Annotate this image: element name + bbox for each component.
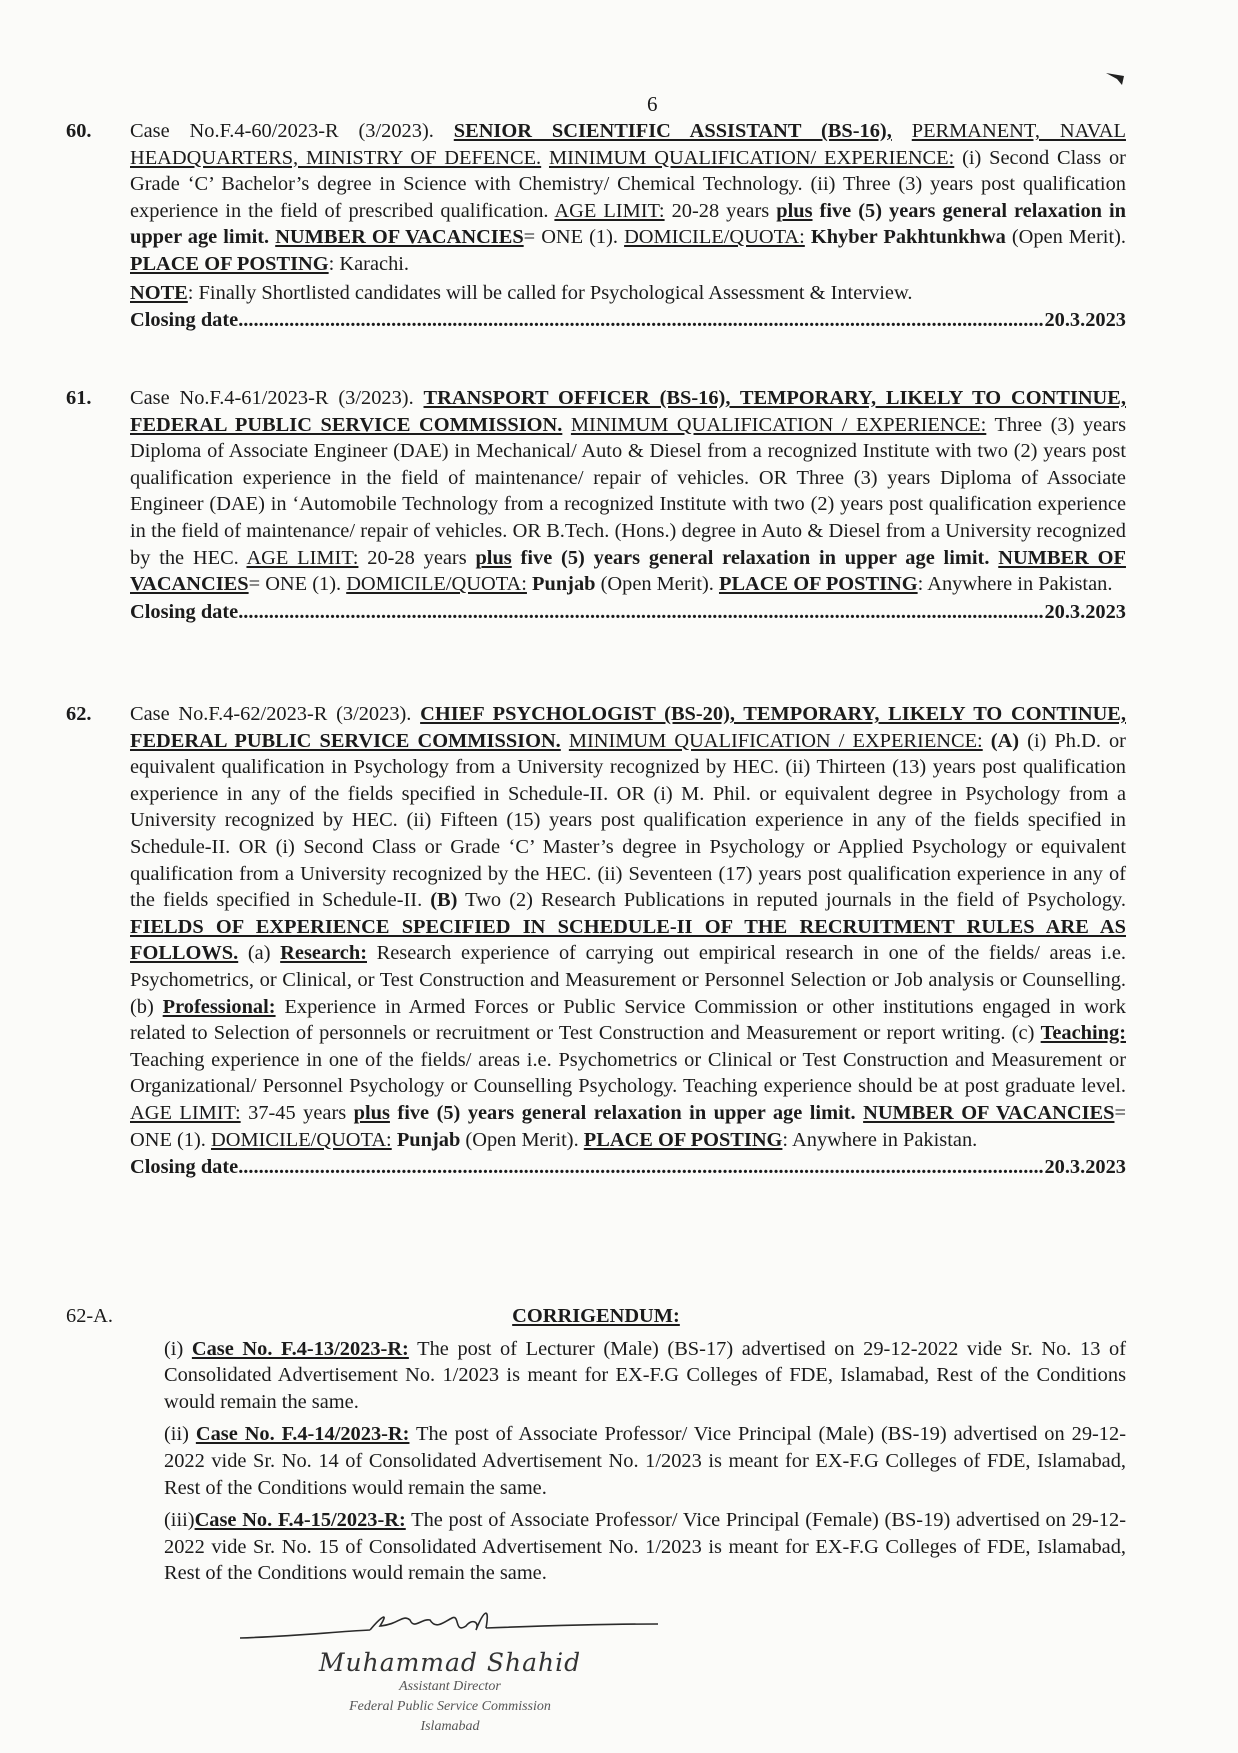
entry-prefix: (i)	[164, 1337, 184, 1360]
domicile-value: Punjab	[532, 573, 596, 596]
teaching-text: Teaching experience in one of the fields/ areas i.e. Psychometrics or Clinical or Test Construction and Measurement or Organizational/ Personnel Psychology or Counselling Psychology. Teaching experience should be at post graduate level.	[130, 1048, 1126, 1098]
closing-date-value: 20.3.2023	[1044, 1156, 1126, 1179]
entry-case: Case No. F.4-15/2023-R:	[194, 1509, 406, 1532]
qualification-text: (i) Second Class or Grade ‘C’ Bachelor’s degree in Science with Chemistry/ Chemical Technology. (ii) Three (3) years post qualification experience in the field of prescribed qualification.	[130, 146, 1126, 222]
closing-date-value: 20.3.2023	[1044, 309, 1126, 332]
vacancies-label: NUMBER OF VACANCIES	[130, 546, 1126, 596]
closing-date-line	[130, 599, 1126, 626]
entry-text: The post of Lecturer (Male) (BS-17) advertised on 29-12-2022 vide Sr. No. 13 of Consolidated Advertisement No. 1/2023 is meant for EX-F.G Colleges of FDE, Islamabad, Rest of the Conditions would remain the same.	[164, 1337, 1127, 1413]
domicile-label: DOMICILE/QUOTA:	[346, 573, 527, 596]
age-limit-text: 20-28 years	[671, 199, 770, 222]
research-label: Research:	[280, 942, 367, 965]
plus-word: plus	[475, 546, 512, 569]
corrigendum-entry	[164, 1336, 1126, 1416]
entry-case: Case No. F.4-13/2023-R:	[191, 1337, 409, 1360]
professional-prefix: (b)	[130, 995, 154, 1018]
closing-date-value: 20.3.2023	[1044, 600, 1126, 623]
note-text: : Finally Shortlisted candidates will be called for Psychological Assessment & Interview.	[187, 281, 913, 304]
plus-word: plus	[776, 199, 813, 222]
qualification-label: MINIMUM QUALIFICATION / EXPERIENCE:	[570, 413, 987, 436]
posting-label: PLACE OF POSTING	[130, 252, 329, 275]
teaching-prefix: (c)	[1011, 1022, 1035, 1045]
entry-text: The post of Associate Professor/ Vice Principal (Male) (BS-19) advertised on 29-12-2022 vide Sr. No. 14 of Consolidated Advertisement No. 1/2023 is meant for EX-F.G Colleges of FDE, Islamabad, Rest of the Conditions would remain the same.	[164, 1423, 1126, 1499]
posting-text: : Karachi.	[328, 252, 410, 275]
professional-text: Experience in Armed Forces or Public Service Commission or other institutions engaged in work related to Selection of personnels or recruitment or Test Construction and Measurement or report writing.	[130, 995, 1126, 1045]
ink-mark	[1104, 70, 1126, 86]
case-number: Case No.F.4-62/2023-R (3/2023).	[130, 703, 412, 725]
note-label: NOTE	[130, 281, 188, 304]
case-number: Case No.F.4-61/2023-R (3/2023).	[130, 387, 414, 409]
closing-date-line	[130, 1154, 1126, 1181]
corrigendum-number: 62-A.	[66, 1305, 114, 1327]
leader-dots	[238, 599, 1044, 626]
posting-text: : Anywhere in Pakistan.	[782, 1128, 978, 1151]
teaching-label: Teaching:	[1040, 1022, 1126, 1045]
corrigendum-title: CORRIGENDUM:	[512, 1305, 680, 1327]
post-title: CHIEF PSYCHOLOGIST (BS-20), TEMPORARY, LIKELY TO CONTINUE, FEDERAL PUBLIC SERVICE COMMISSION.	[130, 703, 1126, 752]
closing-date-line	[130, 307, 1126, 334]
signatory-office: Federal Public Service Commission	[349, 1699, 551, 1714]
advert-item-62	[66, 701, 1126, 1181]
domicile-value: Punjab	[396, 1128, 461, 1151]
age-limit-label: AGE LIMIT:	[246, 546, 359, 569]
post-title: TRANSPORT OFFICER (BS-16), TEMPORARY, LIKELY TO CONTINUE, FEDERAL PUBLIC SERVICE COMMISSION.	[130, 387, 1126, 436]
item-number: 60.	[66, 120, 92, 142]
research-text: Research experience of carrying out empirical research in one of the fields/ areas i.e. Psychometrics, or Clinical, or Test Construction and Measurement or Personnel Selection or Job analysis or Counselling.	[130, 942, 1126, 991]
advert-item-60	[66, 118, 1126, 334]
posting-label: PLACE OF POSTING	[583, 1128, 783, 1151]
qualification-label: MINIMUM QUALIFICATION / EXPERIENCE:	[568, 729, 983, 752]
domicile-rest: (Open Merit).	[465, 1128, 579, 1151]
domicile-rest: (Open Merit).	[600, 573, 714, 596]
vacancies-text: = ONE (1).	[248, 573, 342, 596]
professional-label: Professional:	[162, 995, 276, 1018]
leader-dots	[238, 1154, 1044, 1181]
corrigendum-entry	[164, 1507, 1126, 1587]
publications-text: Two (2) Research Publications in reputed journals in the field of Psychology.	[465, 889, 1126, 912]
vacancies-label: NUMBER OF VACANCIES	[275, 226, 524, 249]
research-prefix: (a)	[247, 942, 271, 965]
qualification-text: (i) Ph.D. or equivalent qualification in Psychology from a University recognized by HEC. (ii) Thirteen (13) years post qualification experience in any of the fields specified in Schedule-II. OR (i) M. Phil. or equivalent degree in Psychology from a University recognized by HEC. (ii) Fifteen (15) years post qualification experience in any of the fields specified in Schedule-II. OR (i) Second Class or Grade ‘C’ Master’s degree in Psychology or Applied Psychology or equivalent qualification from a University recognized by the HEC. (ii) Seventeen (17) years post qualification experience in any of the fields specified in Schedule-II.	[130, 729, 1126, 912]
handwritten-signature	[240, 1600, 660, 1650]
relaxation-text: five (5) years general relaxation in upper age limit.	[520, 546, 990, 569]
post-title: SENIOR SCIENTIFIC ASSISTANT (BS-16),	[453, 120, 892, 142]
qualification-text: Three (3) years Diploma of Associate Engineer (DAE) in Mechanical/ Auto & Diesel from a recognized Institute with two (2) years post qualification experience in the field of maintenance/ repair of vehicles. OR Three (3) years Diploma of Associate Engineer (DAE) in ‘Automobile Technology from a recognized Institute with two (2) years post qualification experience in the field of maintenance/ repair of vehicles. OR B.Tech. (Hons.) degree in Auto & Diesel from a University recognized by the HEC.	[130, 413, 1126, 569]
page-number: 6	[647, 92, 658, 116]
fields-of-experience-label: FIELDS OF EXPERIENCE SPECIFIED IN SCHEDULE-II OF THE RECRUITMENT RULES ARE AS FOLLOWS.	[130, 915, 1126, 965]
age-limit-label: AGE LIMIT:	[554, 199, 665, 222]
qualification-label: MINIMUM QUALIFICATION/ EXPERIENCE:	[548, 146, 955, 169]
part-b-marker: (B)	[430, 889, 458, 912]
relaxation-text: five (5) years general relaxation in upper age limit.	[397, 1101, 856, 1124]
relaxation-text: five (5) years general relaxation in upper age limit.	[130, 199, 1126, 249]
domicile-label: DOMICILE/QUOTA:	[211, 1128, 392, 1151]
age-limit-text: 37-45 years	[248, 1101, 347, 1124]
age-limit-label: AGE LIMIT:	[130, 1101, 241, 1124]
item-number: 62.	[66, 703, 92, 725]
post-detail: PERMANENT, NAVAL HEADQUARTERS, MINISTRY OF DEFENCE.	[130, 120, 1126, 169]
entry-text: The post of Associate Professor/ Vice Principal (Female) (BS-19) advertised on 29-12-2022 vide Sr. No. 15 of Consolidated Advertisement No. 1/2023 is meant for EX-F.G Colleges of FDE, Islamabad, Rest of the Conditions would remain the same.	[164, 1509, 1126, 1585]
vacancies-text: = ONE (1).	[130, 1101, 1126, 1151]
vacancies-label: NUMBER OF VACANCIES	[863, 1101, 1115, 1124]
plus-word: plus	[353, 1101, 390, 1124]
advert-item-61	[66, 385, 1126, 625]
vacancies-text: = ONE (1).	[523, 226, 619, 249]
age-limit-text: 20-28 years	[367, 546, 467, 569]
corrigendum-entry	[164, 1421, 1126, 1501]
closing-date-label: Closing date	[130, 1156, 239, 1179]
domicile-rest: (Open Merit).	[1011, 226, 1126, 249]
case-number: Case No.F.4-60/2023-R (3/2023).	[130, 120, 434, 142]
posting-label: PLACE OF POSTING	[718, 573, 918, 596]
posting-text: : Anywhere in Pakistan.	[917, 573, 1113, 596]
domicile-value: Khyber Pakhtunkhwa	[810, 226, 1006, 249]
entry-case: Case No. F.4-14/2023-R:	[195, 1423, 410, 1446]
entry-prefix: (iii)	[164, 1509, 195, 1532]
corrigendum-section	[66, 1303, 1126, 1593]
signatory-name: Muhammad Shahid	[318, 1648, 582, 1677]
closing-date-label: Closing date	[130, 309, 239, 332]
entry-prefix: (ii)	[164, 1423, 189, 1446]
signature-block	[240, 1600, 660, 1737]
domicile-label: DOMICILE/QUOTA:	[624, 226, 805, 249]
signatory-city: Islamabad	[420, 1719, 480, 1734]
leader-dots	[238, 307, 1044, 334]
part-a-marker: (A)	[990, 729, 1020, 752]
signatory-designation: Assistant Director	[399, 1679, 501, 1694]
closing-date-label: Closing date	[130, 600, 239, 623]
item-number: 61.	[66, 387, 92, 409]
